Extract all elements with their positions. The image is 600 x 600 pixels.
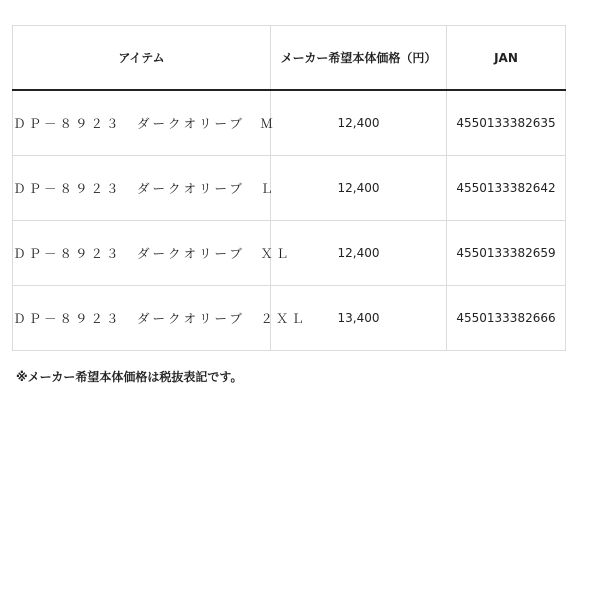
cell-item: ＤＰ－８９２３ ダークオリーブ ＸＬ bbox=[13, 221, 271, 286]
cell-price: 12,400 bbox=[271, 221, 447, 286]
cell-price: 12,400 bbox=[271, 90, 447, 156]
header-jan: JAN bbox=[447, 26, 566, 91]
cell-jan: 4550133382666 bbox=[447, 286, 566, 351]
tax-note: ※メーカー希望本体価格は税抜表記です。 bbox=[16, 370, 243, 384]
cell-item: ＤＰ－８９２３ ダークオリーブ ２ＸＬ bbox=[13, 286, 271, 351]
table-header-row bbox=[13, 26, 566, 91]
table-row bbox=[13, 156, 566, 221]
price-table bbox=[12, 25, 566, 351]
header-price: メーカー希望本体価格（円） bbox=[271, 26, 447, 91]
price-table-container bbox=[12, 25, 565, 351]
header-item: アイテム bbox=[13, 26, 271, 91]
cell-jan: 4550133382659 bbox=[447, 221, 566, 286]
table-row bbox=[13, 90, 566, 156]
cell-jan: 4550133382642 bbox=[447, 156, 566, 221]
cell-item: ＤＰ－８９２３ ダークオリーブ Ｍ bbox=[13, 90, 271, 156]
cell-price: 12,400 bbox=[271, 156, 447, 221]
cell-price: 13,400 bbox=[271, 286, 447, 351]
cell-jan: 4550133382635 bbox=[447, 90, 566, 156]
cell-item: ＤＰ－８９２３ ダークオリーブ Ｌ bbox=[13, 156, 271, 221]
table-row bbox=[13, 286, 566, 351]
table-row bbox=[13, 221, 566, 286]
